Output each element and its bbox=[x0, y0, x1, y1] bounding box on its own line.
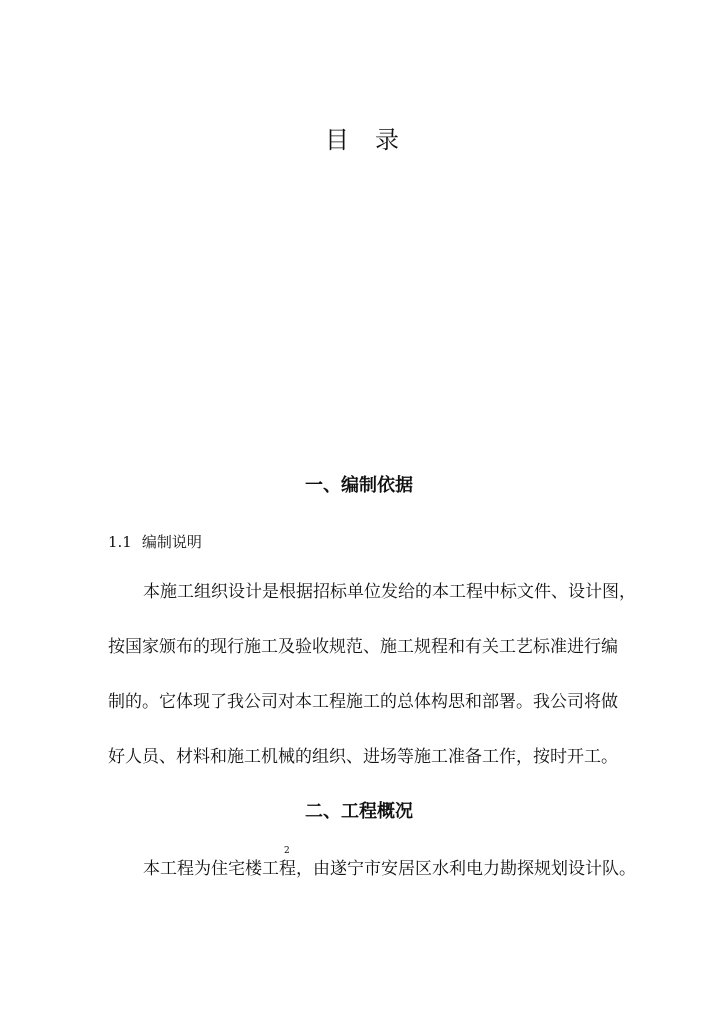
page-number: 2 bbox=[284, 846, 290, 856]
section-heading-basis: 一、编制依据 bbox=[305, 475, 413, 496]
subsection-heading bbox=[108, 530, 202, 554]
section-heading-overview: 二、工程概况 bbox=[305, 801, 413, 822]
paragraph-line: 好人员、材料和施工机械的组织、进场等施工准备工作，按时开工。 bbox=[108, 747, 618, 767]
subsection-number: 1.1 bbox=[108, 533, 132, 551]
paragraph-line: 制的。它体现了我公司对本工程施工的总体构思和部署。我公司将做 bbox=[108, 692, 618, 712]
toc-title: 目录 bbox=[325, 126, 425, 154]
paragraph-line: 按国家颁布的现行施工及验收规范、施工规程和有关工艺标准进行编 bbox=[108, 637, 618, 657]
subsection-title: 编制说明 bbox=[141, 533, 202, 551]
paragraph-line: 本工程为住宅楼工程，由遂宁市安居区水利电力勘探规划设计队。 bbox=[143, 859, 636, 879]
paragraph-line: 本施工组织设计是根据招标单位发给的本工程中标文件、设计图， bbox=[143, 582, 636, 602]
